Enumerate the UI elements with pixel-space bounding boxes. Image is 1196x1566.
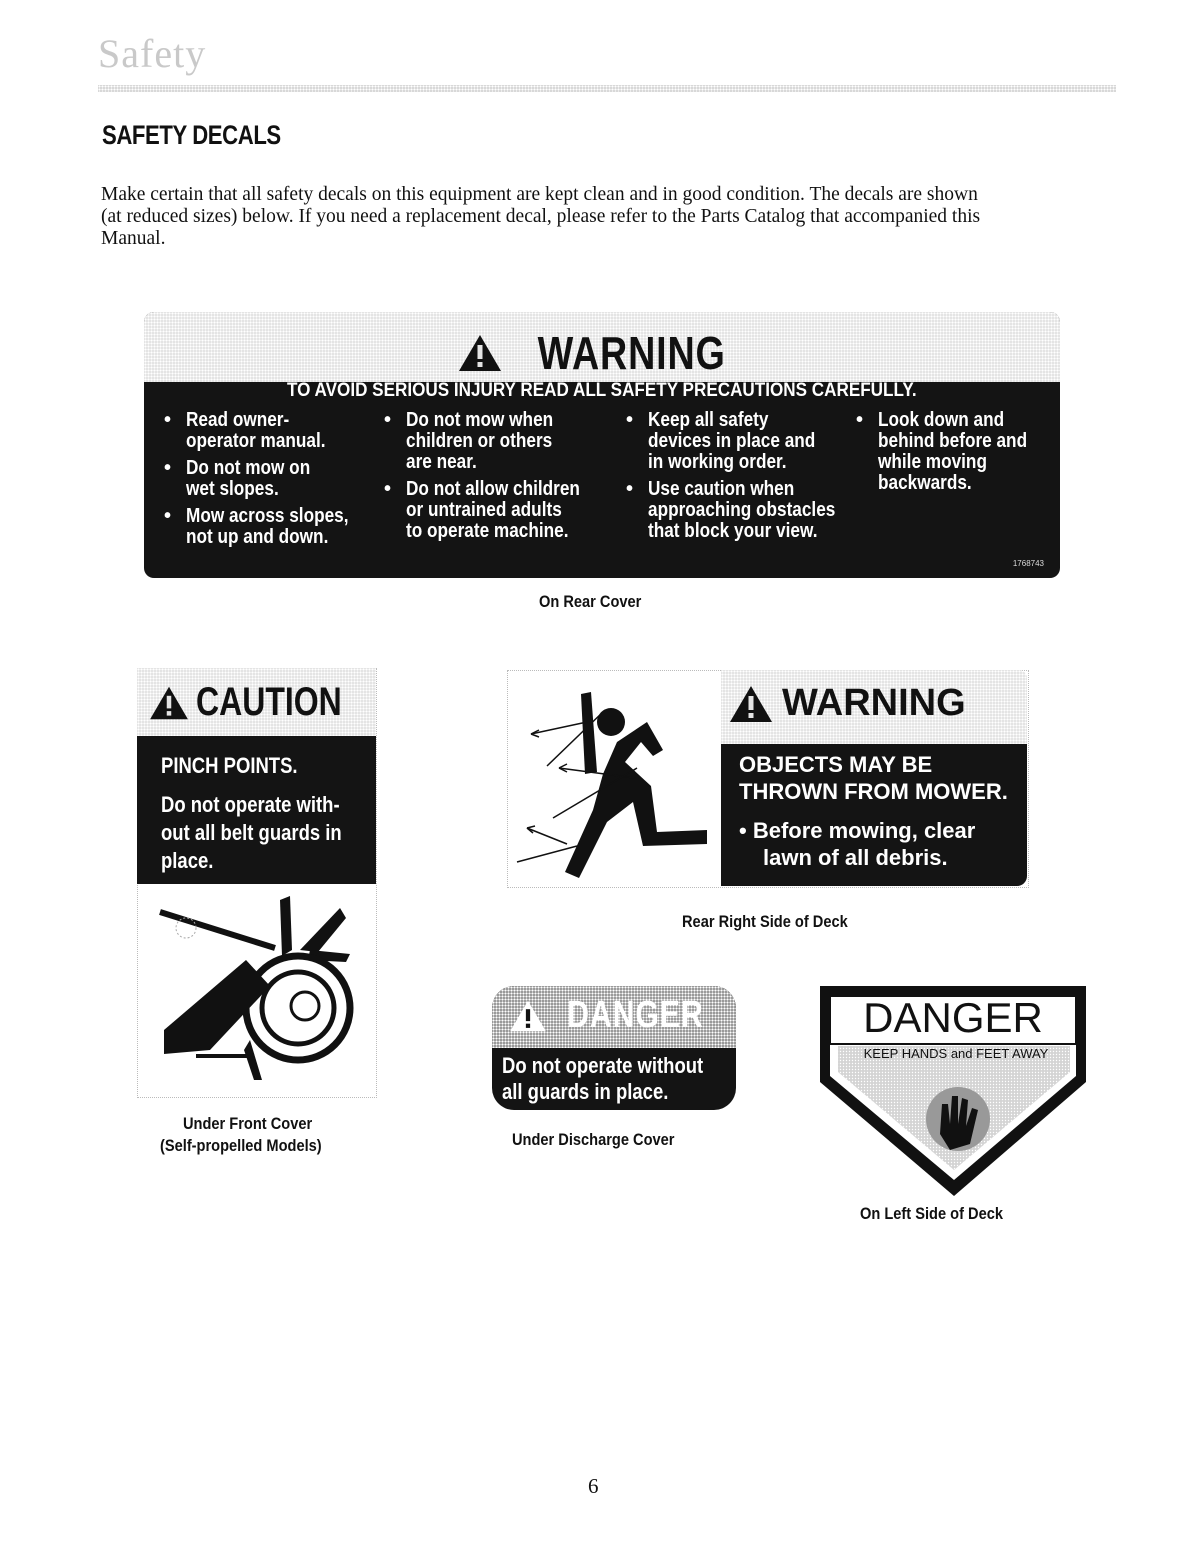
decal-lead-text: TO AVOID SERIOUS INJURY READ ALL SAFETY PRECAUTIONS CAREFULLY. <box>287 380 917 401</box>
decal-column-3: • Keep all safety devices in place and in working order. • Use caution when approaching obstacles that block your view. <box>626 409 836 542</box>
section-title: SAFETY DECALS <box>102 120 281 150</box>
left-deck-danger-subheader: KEEP HANDS and FEET AWAY <box>863 1046 1049 1061</box>
decal-header <box>144 326 1060 384</box>
decal-bullet: Do not mow on wet slopes. <box>186 457 311 500</box>
rear-cover-caption: On Rear Cover <box>539 592 642 611</box>
decal-column-4: • Look down and behind before and while moving backwards. <box>856 409 1028 494</box>
rear-right-caption: Rear Right Side of Deck <box>682 912 848 931</box>
danger-line-1: Do not operate without <box>502 1053 704 1078</box>
decal-bullet: Read owner- operator manual. <box>186 409 326 452</box>
thrown-objects-text-box <box>721 744 1027 886</box>
caution-line-2: Do not operate with- <box>161 792 340 817</box>
decal-header-text: WARNING <box>537 327 727 379</box>
page-header-title: Safety <box>98 31 207 76</box>
decal-bullet: Use caution when approaching obstacles that block your view. <box>648 478 836 542</box>
intro-line-1: Make certain that all safety decals on this equipment are kept clean and in good condition. The decals are shown <box>101 184 978 205</box>
thrown-objects-line-3: • Before mowing, clear <box>739 818 976 843</box>
danger-header-text: DANGER <box>566 994 704 1036</box>
decal-bullet: Do not allow children or untrained adults to operate machine. <box>406 478 580 542</box>
warning-triangle-icon <box>148 685 190 721</box>
thrown-objects-header <box>728 682 966 725</box>
danger-line-2: all guards in place. <box>502 1079 669 1104</box>
discharge-danger-decal <box>492 986 736 1110</box>
discharge-caption: Under Discharge Cover <box>512 1130 675 1149</box>
decal-bullet: Look down and behind before and while moving backwards. <box>878 409 1028 494</box>
caution-header <box>148 680 378 725</box>
caution-header-text: CAUTION <box>196 680 342 724</box>
warning-triangle-icon <box>457 333 503 373</box>
decal-column-2: • Do not mow when children or others are near. • Do not allow children or untrained adults to operate machine. <box>384 409 580 542</box>
thrown-objects-line-2: THROWN FROM MOWER. <box>739 779 1008 804</box>
pinch-points-pictogram <box>150 890 365 1090</box>
decal-bullet: Mow across slopes, not up and down. <box>186 505 349 548</box>
thrown-objects-header-text: WARNING <box>782 682 966 724</box>
left-deck-danger-header: DANGER <box>863 994 1043 1041</box>
page-number: 6 <box>588 1474 599 1498</box>
front-cover-caption-line-1: Under Front Cover <box>183 1114 313 1133</box>
thrown-objects-line-1: OBJECTS MAY BE <box>739 752 933 777</box>
intro-line-3: Manual. <box>101 228 166 249</box>
caution-text-box <box>137 736 376 884</box>
left-deck-caption: On Left Side of Deck <box>860 1204 1003 1223</box>
warning-triangle-icon <box>508 999 548 1033</box>
header-rule <box>98 85 1116 92</box>
danger-header <box>492 994 736 1043</box>
intro-paragraph <box>101 184 1105 250</box>
decal-column-1: • Read owner- operator manual. • Do not mow on wet slopes. • Mow across slopes, not up and down. <box>164 409 349 548</box>
intro-line-2: (at reduced sizes) below. If you need a replacement decal, please refer to the Parts Catalog that accompanied this <box>101 206 981 227</box>
warning-triangle-icon <box>728 684 774 724</box>
hand-icon <box>926 1087 990 1151</box>
decal-bullet: Do not mow when children or others are near. <box>406 409 554 473</box>
caution-line-4: place. <box>161 848 214 873</box>
front-cover-caption-line-2: (Self-propelled Models) <box>160 1136 322 1155</box>
rear-cover-warning-decal <box>144 312 1060 578</box>
decal-part-code: 1768743 <box>1012 559 1044 568</box>
caution-line-3: out all belt guards in <box>161 820 342 845</box>
thrown-objects-pictogram <box>507 682 719 882</box>
decal-bullet: Keep all safety devices in place and in working order. <box>648 409 816 473</box>
thrown-objects-line-4: lawn of all debris. <box>763 845 948 870</box>
caution-line-1: PINCH POINTS. <box>161 753 298 778</box>
